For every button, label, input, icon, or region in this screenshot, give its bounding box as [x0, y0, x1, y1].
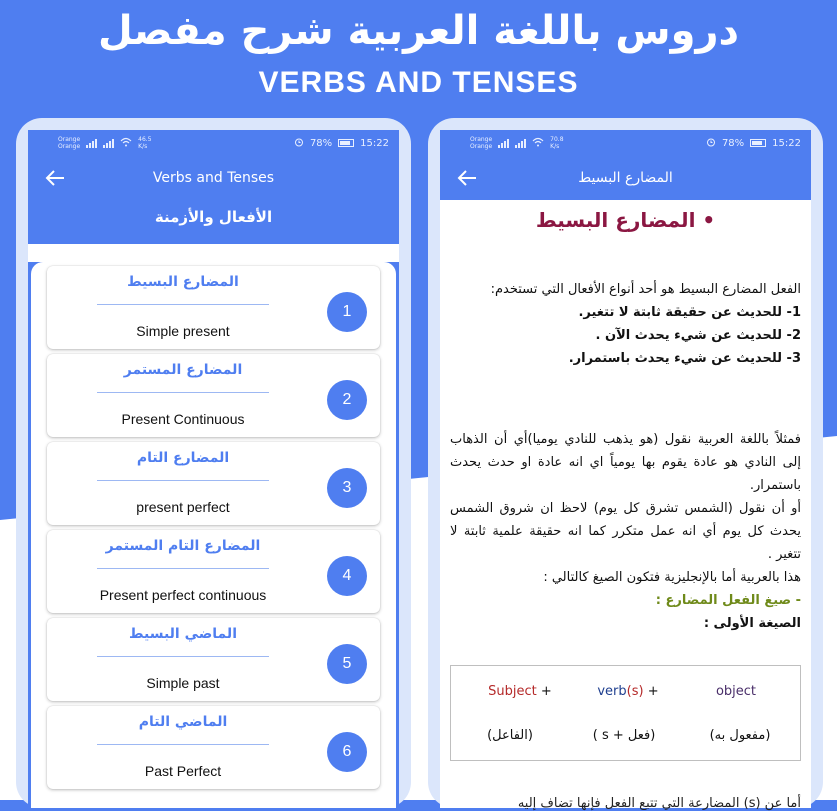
back-arrow-icon[interactable]	[456, 168, 478, 188]
lesson-title-ar: المضارع التام	[136, 450, 230, 466]
phone-right	[428, 118, 823, 811]
lesson-title-en: Past Perfect	[144, 763, 222, 779]
divider	[97, 568, 269, 569]
alarm-icon	[294, 137, 304, 150]
alarm-icon	[706, 137, 716, 150]
wifi-icon	[120, 137, 132, 150]
use-item: 2- للحديث عن شيء يحدث الآن .	[595, 328, 801, 343]
app-bar	[28, 156, 399, 200]
lesson-title-en: Present perfect continuous	[99, 587, 267, 603]
lesson-card[interactable]	[47, 442, 380, 525]
spacer	[450, 370, 801, 428]
use-item: 3- للحديث عن شيء يحدث باستمرار.	[568, 351, 801, 366]
promo-title: دروس باللغة العربية شرح مفصل	[97, 8, 740, 54]
lesson-card[interactable]	[47, 354, 380, 437]
lesson-number-badge: 5	[327, 644, 367, 684]
lessons-list-area	[28, 262, 399, 808]
formula-subject-ar: (الفاعل)	[487, 728, 533, 743]
battery-percent: 78%	[721, 137, 745, 149]
example-text: فمثلاً باللغة العربية نقول (هو يذهب للنادي يوميا)أي أن الذهاب إلى النادي هو عادة يقوم بها يومياً اي انه عادة او حدث يحدث باستمرار.	[450, 432, 801, 493]
lesson-title-en: present perfect	[136, 499, 230, 515]
promo-subtitle: VERBS AND TENSES	[258, 66, 579, 99]
section-header: الأفعال والأزمنة	[28, 200, 399, 244]
status-bar	[28, 130, 399, 156]
signal-icon	[103, 139, 114, 148]
lesson-number-badge: 4	[327, 556, 367, 596]
network-speed: 46.5 K/s	[138, 136, 152, 150]
battery-icon	[338, 139, 354, 147]
formula-table	[450, 665, 801, 761]
lesson-title-ar: المضارع البسيط	[127, 274, 239, 290]
partial-text-line: أما عن (s) المضارعة التي تتبع الفعل فإنها تضاف إليه	[517, 796, 801, 811]
lessons-list[interactable]	[31, 262, 396, 808]
lesson-title-en: Present Continuous	[121, 411, 245, 427]
signal-icon	[515, 139, 526, 148]
appbar-title: Verbs and Tenses	[152, 170, 275, 186]
example-text: هذا بالعربية أما بالإنجليزية فتكون الصيغ كالتالي :	[543, 570, 801, 585]
first-form-label: الصيغة الأولى :	[703, 616, 801, 631]
intro-text: الفعل المضارع البسيط هو أحد أنواع الأفعال التي تستخدم:	[490, 282, 801, 297]
lesson-title-en: Simple past	[146, 675, 220, 691]
appbar-title: المضارع البسيط	[578, 170, 673, 186]
status-bar	[440, 130, 811, 156]
carrier-labels: Orange Orange	[58, 136, 81, 150]
divider	[97, 304, 269, 305]
battery-percent: 78%	[309, 137, 333, 149]
signal-icon	[498, 139, 509, 148]
signal-icon	[86, 139, 97, 148]
lesson-title-ar: الماضي البسيط	[129, 626, 237, 642]
lesson-title-ar: المضارع المستمر	[123, 362, 243, 378]
example-text: أو أن نقول (الشمس تشرق كل يوم) لاحظ ان شروق الشمس يحدث كل يوم أي انه عمل متكرر كما انه حقيقة علمية ثابتة لا تتغير .	[450, 501, 801, 562]
lesson-number-badge: 6	[327, 732, 367, 772]
battery-icon	[750, 139, 766, 147]
lesson-number-badge: 2	[327, 380, 367, 420]
divider	[97, 656, 269, 657]
lesson-title-ar: المضارع التام المستمر	[105, 538, 261, 554]
network-speed: 70.8 K/s	[550, 136, 564, 150]
back-arrow-icon[interactable]	[44, 168, 66, 188]
wifi-icon	[532, 137, 544, 150]
divider	[97, 392, 269, 393]
app-bar	[440, 156, 811, 200]
lesson-number-badge: 1	[327, 292, 367, 332]
formula-object-ar: (مفعول به)	[709, 728, 771, 743]
divider	[97, 744, 269, 745]
phone-left	[16, 118, 411, 808]
right-screen	[440, 130, 811, 811]
formula-verb-ar: (فعل + s )	[592, 728, 656, 743]
lesson-content[interactable]	[440, 208, 811, 761]
formula-subject: Subject +	[488, 684, 552, 699]
lesson-number-badge: 3	[327, 468, 367, 508]
forms-heading: - صيغ الفعل المضارع :	[655, 593, 801, 608]
formula-verb: verb(s) +	[597, 684, 659, 699]
formula-object: object	[715, 684, 757, 699]
lesson-card[interactable]	[47, 706, 380, 789]
lesson-card[interactable]	[47, 266, 380, 349]
clock: 15:22	[360, 137, 389, 149]
clock: 15:22	[772, 137, 801, 149]
lesson-title-ar: الماضي التام	[138, 714, 228, 730]
lesson-card[interactable]	[47, 618, 380, 701]
lesson-card[interactable]	[47, 530, 380, 613]
divider	[97, 480, 269, 481]
use-item: 1- للحديث عن حقيقة ثابتة لا تتغير.	[578, 305, 801, 320]
topic-title: • المضارع البسيط	[535, 208, 716, 232]
lesson-title-en: Simple present	[136, 323, 230, 339]
carrier-labels: Orange Orange	[470, 136, 493, 150]
left-screen	[28, 130, 399, 808]
